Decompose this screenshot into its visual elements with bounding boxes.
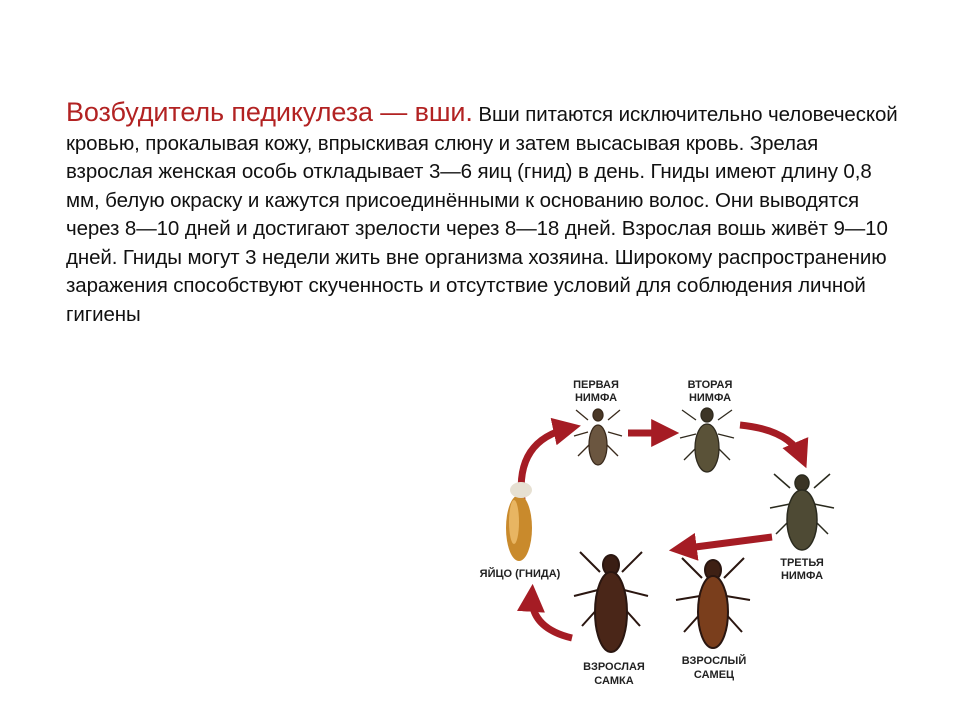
egg-icon: [506, 482, 532, 561]
second-nymph-label-1: ВТОРАЯ: [687, 379, 733, 391]
adult-female-icon: [574, 552, 648, 652]
arrow-second-to-third: [740, 425, 802, 458]
arrow-third-to-adults: [680, 537, 772, 549]
first-nymph-icon: [574, 409, 622, 465]
third-nymph-icon: [770, 474, 834, 550]
heading: Возбудитель педикулеза — вши.: [66, 97, 473, 127]
egg-label: ЯЙЦО (ГНИДА): [479, 568, 561, 580]
second-nymph-icon: [680, 408, 734, 472]
body-text: Вши питаются исключительно человеческой кровью, прокалывая кожу, впрыскивая слюну и затем высасывая кровь. Зрелая взрослая женская особь откладывает 3—6 яиц (гнид) в день. Гниды имеют длину 0,8 мм, белую окраску и кажутся присоединёнными к основанию волос. Они выводятся через 8—10 дней и достигают зрелости через 8—18 дней. Взрослая вошь живёт 9—10 дней. Гниды могут 3 недели жить вне организма хозяина. Широкому распространению заражения способствуют скученность и отсутствие условий для соблюдения личной гигиены: [66, 103, 898, 326]
first-nymph-label-1: ПЕРВАЯ: [573, 379, 619, 391]
adult-female-label-2: САМКА: [594, 675, 634, 687]
third-nymph-label-1: ТРЕТЬЯ: [780, 557, 824, 569]
third-nymph-label-2: НИМФА: [780, 570, 824, 582]
first-nymph-label-2: НИМФА: [574, 392, 618, 404]
adult-male-label-1: ВЗРОСЛЫЙ: [681, 655, 747, 667]
second-nymph-label-2: НИМФА: [688, 392, 732, 404]
arrow-adults-to-egg: [532, 595, 572, 638]
adult-male-icon: [676, 558, 750, 648]
adult-male-label-2: САМЕЦ: [693, 669, 735, 681]
adult-female-label-1: ВЗРОСЛАЯ: [583, 661, 645, 673]
